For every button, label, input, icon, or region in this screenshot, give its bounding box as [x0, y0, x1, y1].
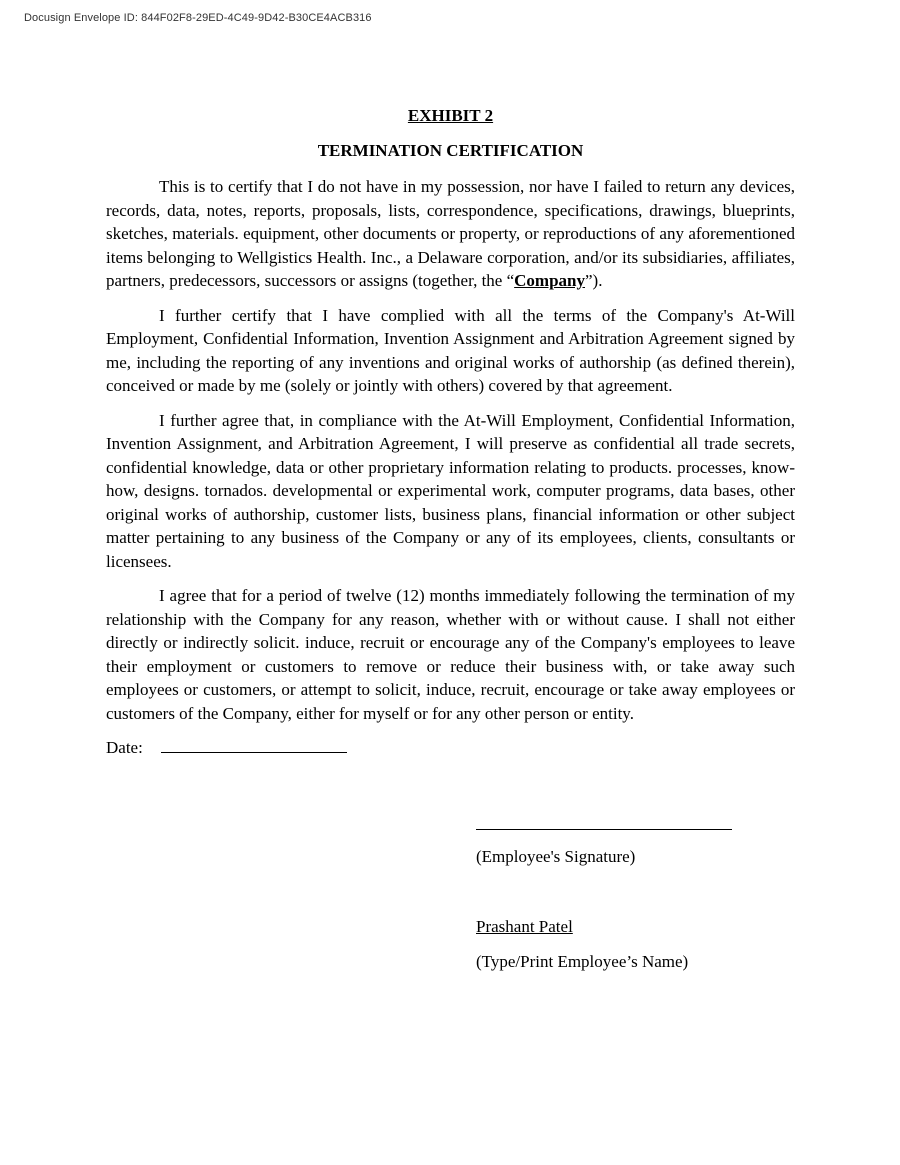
company-defined-term: Company [514, 271, 585, 290]
signature-line[interactable] [476, 808, 732, 830]
paragraph-compliance: I further certify that I have complied with all the terms of the Company's At-Will Employment, Confidential Information, Invention Assignment and Arbitration Agreement signed by me, including the reporting of any inventions and original works of authorship (as defined therein), conceived or made by me (solely or jointly with others) covered by that agreement. [106, 305, 795, 395]
date-field-line[interactable] [161, 736, 347, 753]
employee-name: Prashant Patel [476, 917, 573, 936]
signature-block [476, 808, 796, 973]
paragraph-certify-return [106, 175, 795, 293]
paragraph-non-solicit: I agree that for a period of twelve (12) months immediately following the termination of my relationship with the Company for any reason, whether with or without cause. I shall not either directly or indirectly solicit. induce, recruit or encourage any of the Company's employees to leave their employment or customers to remove or reduce their business with, or take away such employees or customers, or attempt to solicit, induce, recruit, encourage or take away employees or customers of the Company, either for myself or for any other person or entity. [106, 586, 795, 723]
envelope-id: Docusign Envelope ID: 844F02F8-29ED-4C49-9D42-B30CE4ACB316 [24, 12, 372, 24]
employee-name-caption: (Type/Print Employee’s Name) [476, 952, 689, 971]
document-body [106, 104, 795, 760]
paragraph-confidentiality: I further agree that, in compliance with the At-Will Employment, Confidential Information, Invention Assignment, and Arbitration Agreement, I will preserve as confidential all trade secrets, confidential knowledge, data or other proprietary information relating to products. processes, know-how, designs. tornados. developmental or experimental work, computer programs, data bases, other original works of authorship, customer lists, business plans, financial information or other subject matter pertaining to any business of the Company or any of its employees, clients, consultants or licensees. [106, 410, 795, 571]
date-label: Date: [106, 738, 143, 757]
para1-text-before: This is to certify that I do not have in my possession, nor have I failed to return any devices, records, data, notes, reports, proposals, lists, correspondence, specifications, drawings, blueprints, sketches, materials. equipment, other documents or property, or reproductions of any aforementioned items belonging to Wellgistics Health. Inc., a Delaware corporation, and/or its subsidiaries, affiliates, partners, predecessors, successors or assigns (together, the “ [106, 177, 795, 290]
page-title: TERMINATION CERTIFICATION [317, 141, 584, 160]
para1-text-after: ”). [585, 271, 603, 290]
signature-caption: (Employee's Signature) [476, 847, 636, 866]
exhibit-heading: EXHIBIT 2 [407, 106, 494, 125]
date-row [106, 736, 795, 760]
